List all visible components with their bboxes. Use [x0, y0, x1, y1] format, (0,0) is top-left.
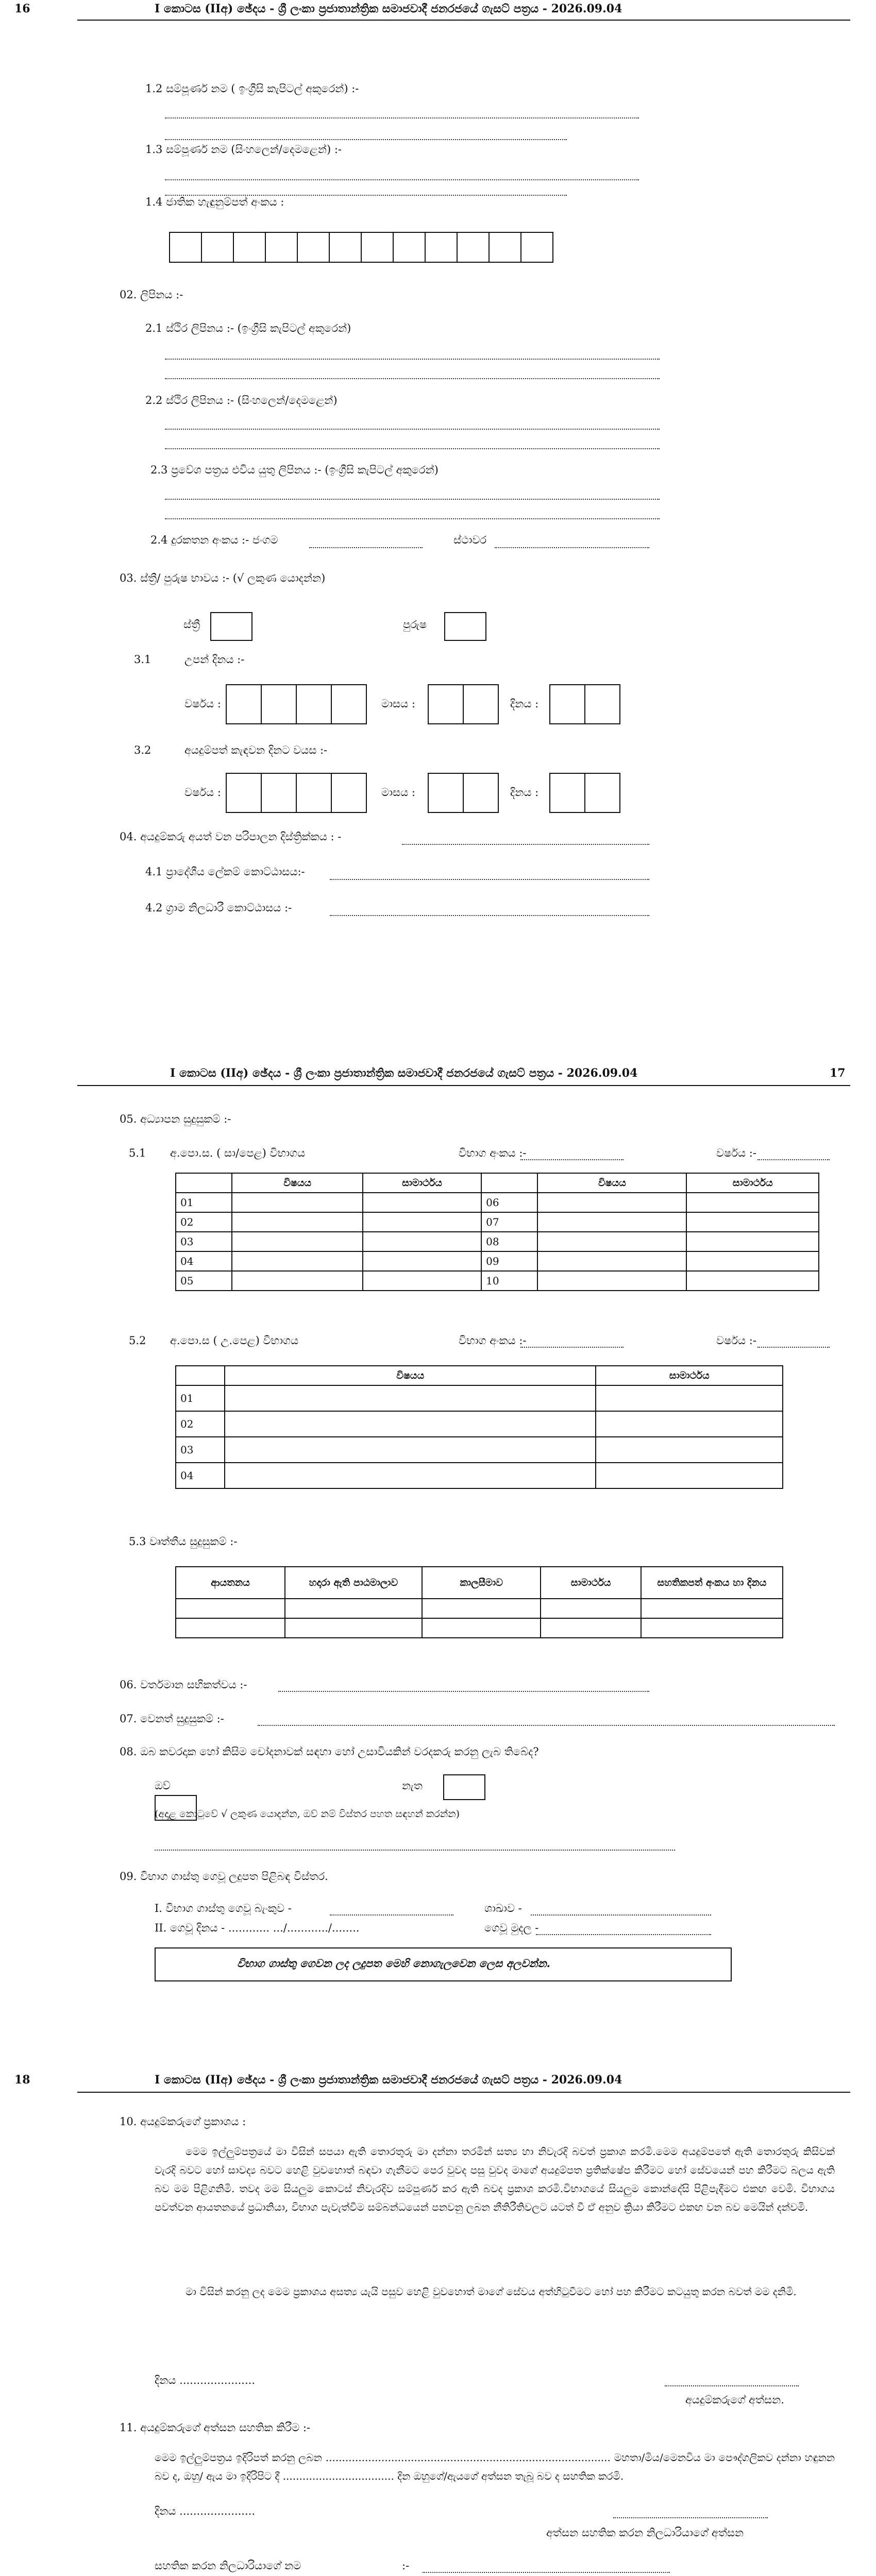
other-qualifications-line[interactable]	[258, 1725, 835, 1726]
table-header-no	[481, 1173, 537, 1193]
page-header: I කොටස (IIඅ) ඡේදය - ශ්‍රී ලංකා ප්‍රජාතාන්ත්‍රික සමාජවාදී ජනරජයේ ගැසට් පත්‍රය - 2026.09.04	[155, 2, 622, 15]
field-5-2-label: අ.පො.ස ( උ.පෙළ) විභාගය	[170, 1334, 299, 1347]
section-09-title: 09. විභාග ගාස්තු ගෙවූ ලදුපත පිළිබඳ විස්තර.	[120, 1870, 328, 1883]
row-number: 02	[176, 1411, 225, 1437]
subject-cell[interactable]	[537, 1271, 686, 1291]
grade-cell[interactable]	[363, 1232, 481, 1251]
subject-cell[interactable]	[232, 1212, 363, 1232]
female-label: ස්ත්‍රී	[183, 618, 200, 631]
section-06: 06. වර්තමාන සභිකත්වය :-	[120, 1679, 247, 1691]
subject-cell[interactable]	[232, 1232, 363, 1251]
table-row	[176, 1411, 783, 1437]
section-08: 08. ඔබ කවරදාක හෝ කිසිම චෝදනාවක් සඳහා හෝ උසාවියකින් වරදකරු කරනු ලැබ තිබේද?	[120, 1745, 539, 1758]
attesting-officer-name-line[interactable]	[423, 2572, 670, 2573]
district-line[interactable]	[402, 844, 649, 845]
male-label: පුරුෂ	[403, 618, 427, 631]
table-header-subject: විෂයය	[232, 1173, 363, 1193]
attesting-officer-name-label: සහතික කරන නිලධාරියාගේ නම	[155, 2560, 301, 2572]
al-year-label: වර්ෂය :-	[716, 1334, 756, 1347]
table-row	[176, 1232, 819, 1251]
field-2-1-line[interactable]	[165, 378, 660, 379]
grade-cell[interactable]	[363, 1212, 481, 1232]
no-checkbox[interactable]	[443, 1774, 485, 1800]
section-03-title: 03. ස්ත්‍රී/ පුරුෂ භාවය :- (√ ලකුණ යොදන්න)	[120, 572, 326, 584]
row-number: 05	[176, 1271, 232, 1291]
male-checkbox[interactable]	[444, 612, 486, 641]
field-5-3-label: 5.3 වෘත්තීය සුදුසුකම් :-	[129, 1535, 238, 1548]
ol-index-label: විභාග අංකය :-	[459, 1147, 527, 1159]
attesting-signature-label: අත්සන සහතික කරන නිලධාරියාගේ අත්සන	[546, 2527, 744, 2539]
birth-year-boxes[interactable]	[227, 684, 367, 724]
page-header: I කොටස (IIඅ) ඡේදය - ශ්‍රී ලංකා ප්‍රජාතාන්ත්‍රික සමාජවාදී ජනරජයේ ගැසට් පත්‍රය - 2026.09.04	[155, 2073, 622, 2087]
fixed-line[interactable]	[495, 547, 649, 548]
yes-label: ඔව්	[155, 1780, 171, 1792]
subject-cell[interactable]	[537, 1193, 686, 1212]
table-row	[176, 1212, 819, 1232]
grade-cell[interactable]	[596, 1411, 783, 1437]
page-18	[0, 2009, 876, 2576]
row-number: 06	[481, 1193, 537, 1212]
no-label: නැත	[402, 1780, 423, 1792]
table-row	[176, 1251, 819, 1271]
subject-cell[interactable]	[232, 1271, 363, 1291]
nic-number-boxes[interactable]	[170, 232, 553, 263]
field-3-2-num: 3.2	[134, 744, 151, 756]
applicant-signature-line[interactable]	[665, 2385, 799, 2386]
table-header-no	[176, 1173, 232, 1193]
ds-division-line[interactable]	[330, 879, 649, 880]
row-number: 02	[176, 1212, 232, 1232]
header-rule	[77, 20, 850, 21]
grade-cell[interactable]	[596, 1385, 783, 1411]
amount-label: ගෙවූ මුදල -	[484, 1922, 539, 1934]
mobile-line[interactable]	[309, 547, 423, 548]
applicant-signature-label: අයදුම්කරුගේ අත්සන.	[685, 2394, 784, 2406]
colon: :-	[402, 2560, 410, 2572]
conviction-details-line[interactable]	[155, 1850, 675, 1851]
grade-cell[interactable]	[596, 1463, 783, 1488]
grade-cell[interactable]	[363, 1193, 481, 1212]
gn-division-line[interactable]	[330, 915, 649, 916]
subject-cell[interactable]	[232, 1193, 363, 1212]
header-rule	[77, 1085, 850, 1086]
grade-cell[interactable]	[686, 1232, 819, 1251]
subject-cell[interactable]	[537, 1212, 686, 1232]
subject-cell[interactable]	[537, 1232, 686, 1251]
field-2-4-label: 2.4 දුරකතන අංකය :- ජංගම	[150, 534, 278, 546]
field-2-3-line[interactable]	[165, 518, 660, 519]
field-2-2-line[interactable]	[165, 448, 660, 449]
row-number: 04	[176, 1251, 232, 1271]
field-2-3-line[interactable]	[165, 499, 660, 500]
bank-line[interactable]	[330, 1914, 453, 1916]
row-number: 01	[176, 1193, 232, 1212]
grade-cell[interactable]	[686, 1193, 819, 1212]
header-rule	[77, 2092, 850, 2093]
age-day-boxes[interactable]	[550, 773, 620, 813]
page-number: 17	[830, 1066, 846, 1080]
ol-year-line[interactable]	[757, 1159, 830, 1160]
age-month-boxes[interactable]	[429, 773, 499, 813]
attesting-signature-line[interactable]	[613, 2517, 768, 2518]
row-number: 01	[176, 1385, 225, 1411]
al-year-line[interactable]	[757, 1347, 830, 1348]
field-3-1-num: 3.1	[134, 653, 151, 666]
table-row	[176, 1437, 783, 1463]
field-5-1-num: 5.1	[129, 1147, 146, 1159]
page-16	[0, 0, 876, 1005]
row-number: 07	[481, 1212, 537, 1232]
table-header-subject: විෂයය	[225, 1366, 596, 1385]
field-1-4-label: 1.4 ජාතික හැඳුනුම්පත් අංකය :	[145, 196, 284, 208]
prof-header: හදාරා ඇති පාඨමාලාව	[285, 1567, 422, 1599]
ol-year-label: වර්ෂය :-	[716, 1147, 756, 1159]
prof-cell[interactable]	[422, 1618, 541, 1638]
ol-results-table	[175, 1173, 819, 1291]
prof-cell[interactable]	[641, 1618, 783, 1638]
prof-cell[interactable]	[541, 1599, 641, 1618]
section-07: 07. වෙනත් සුදුසුකම් :-	[120, 1713, 224, 1725]
prof-header: කාලසීමාව	[422, 1567, 541, 1599]
table-header-subject: විෂයය	[537, 1173, 686, 1193]
month-label: මාසය :	[381, 786, 415, 799]
membership-line[interactable]	[278, 1691, 649, 1692]
day-label: දිනය :	[510, 698, 539, 710]
bank-label: I. විභාග ගාස්තු ගෙවූ බැංකුව -	[155, 1902, 292, 1914]
field-4-1-label: 4.1 ප්‍රාදේශීය ලේකම් කොට්ඨාසය:-	[145, 866, 305, 878]
branch-label: ශාඛාව -	[484, 1902, 522, 1914]
ol-index-line[interactable]	[520, 1159, 624, 1160]
subject-cell[interactable]	[232, 1251, 363, 1271]
row-number: 09	[481, 1251, 537, 1271]
section-04-title: 04. අයදුම්කරු අයත් වන පරිපාලන දිස්ත්‍රික්කය : -	[120, 831, 342, 843]
section-11-title: 11. අයදුම්කරුගේ අත්සන සහතික කිරීම :-	[120, 2421, 311, 2434]
prof-cell[interactable]	[422, 1599, 541, 1618]
attestation-paragraph: මෙම ඉල්ලුම්පත්‍රය ඉදිරිපත් කරනු ලබන ....................................................................................... මහතා/මිය/මෙනවිය මා පෞද්ගලිකව දන්නා හඳුනන බව ද, ඔහු/ ඇය මා ඉදිරිපිට දී .................................. දින ඔහුගේ/ඇයගේ අත්සන තැබූ බව ද සහතික කරමි.	[155, 2451, 835, 2482]
field-1-2-line[interactable]	[165, 117, 639, 118]
field-3-2-label: අයදුම්පත් කැඳවන දිනට වයස :-	[184, 744, 328, 756]
year-label: වර්ෂය :	[184, 698, 221, 710]
table-row	[176, 1463, 783, 1488]
field-1-2-line[interactable]	[165, 139, 567, 140]
field-2-1-line[interactable]	[165, 359, 660, 360]
section-08-note: (අදාළ කොටුවේ √ ලකුණ යොදන්න, ඔව් නම් විස්තර පහත සඳහන් කරන්න)	[155, 1808, 460, 1820]
row-number: 03	[176, 1232, 232, 1251]
prof-cell[interactable]	[176, 1599, 285, 1618]
table-row	[176, 1271, 819, 1291]
receipt-notice: විභාග ගාස්තු ගෙවන ලද ලදුපත මෙහි නොගැලවෙන ලෙස අලවන්න.	[237, 1957, 550, 1970]
declaration-paragraph-1: මෙම ඉල්ලුම්පත්‍රයේ මා විසින් සපයා ඇති තොරතුරු මා දන්නා තරමින් සත්‍ය හා නිවැරදි බවත් ප්‍රකාශ කරමි.මෙම අයදුම්පතේ ඇති තොරතුරු කිසිවක් වැරදි බවට හෝ සාවද්‍ය බවට හෙළි වුවහොත් බඳවා ගැනීමට පෙර වුවද පසු වුවද මාගේ අයදුම්පත ප්‍රතික්ෂේප කිරීමට හෝ සේවයෙන් පහ කිරීමට බලය ඇති බව මම පිළිගනිමි. තවද මම සියලුම කොටස් නිවැරදිව සම්පූර්ණ කර ඇති බවද ප්‍රකාශ කරමි.විභාගයේ සියලුම කොන්දේසි පිළිපැදීමට එකඟ වෙමි. විභාගය පවත්වන ආයතනයේ ප්‍රධානියා, විභාග පැවැත්වීම සම්බන්ධයෙන් පනවනු ලබන නීතිරීතිවලට යටත් වී ඒ අනුව ක්‍රියා කිරීමට එකඟ වන බව මෙයින් දන්වමි.	[155, 2145, 835, 2213]
prof-cell[interactable]	[541, 1618, 641, 1638]
field-2-4-fixed: ස්ථාවර	[453, 534, 487, 546]
subject-cell[interactable]	[537, 1251, 686, 1271]
row-number: 10	[481, 1271, 537, 1291]
field-5-2-num: 5.2	[129, 1334, 146, 1347]
subject-cell[interactable]	[225, 1463, 596, 1488]
female-checkbox[interactable]	[210, 612, 252, 641]
year-label: වර්ෂය :	[184, 786, 221, 799]
prof-cell[interactable]	[176, 1618, 285, 1638]
field-2-1-label: 2.1 ස්ථිර ලිපිනය :- (ඉංග්‍රීසි කැපිටල් අකුරෙන්)	[145, 322, 351, 334]
page-17	[0, 1005, 876, 2009]
field-5-1-label: අ.පො.ස. ( සා/පෙළ) විභාගය	[170, 1147, 306, 1159]
prof-header: සහතිකපත් අංකය හා දිනය	[641, 1567, 783, 1599]
al-index-line[interactable]	[520, 1347, 624, 1348]
field-4-2-label: 4.2 ග්‍රාම නිලධාරී කොට්ඨාසය :-	[145, 902, 292, 914]
prof-cell[interactable]	[641, 1599, 783, 1618]
grade-cell[interactable]	[686, 1271, 819, 1291]
birth-month-boxes[interactable]	[429, 684, 499, 724]
grade-cell[interactable]	[363, 1271, 481, 1291]
table-header-grade: සාමාර්ථය	[686, 1173, 819, 1193]
day-label: දිනය :	[510, 786, 539, 799]
al-index-label: විභාග අංකය :-	[459, 1334, 527, 1347]
attestation-date: දිනය ......................	[155, 2505, 256, 2517]
branch-line[interactable]	[531, 1914, 711, 1916]
section-10-title: 10. අයදුම්කරුගේ ප්‍රකාශය :	[120, 2115, 246, 2128]
table-header-no	[176, 1366, 225, 1385]
row-number: 04	[176, 1463, 225, 1488]
section-02-title: 02. ලිපිනය :-	[120, 289, 183, 301]
table-header-grade: සාමාර්ථය	[596, 1366, 783, 1385]
field-2-3-label: 2.3 ප්‍රවේශ පත්‍රය එවිය යුතු ලිපිනය :- (ඉංග්‍රීසි කැපිටල් අකුරෙන්)	[150, 464, 439, 476]
birth-day-boxes[interactable]	[550, 684, 620, 724]
subject-cell[interactable]	[225, 1411, 596, 1437]
subject-cell[interactable]	[225, 1385, 596, 1411]
page-header: I කොටස (IIඅ) ඡේදය - ශ්‍රී ලංකා ප්‍රජාතාන්ත්‍රික සමාජවාදී ජනරජයේ ගැසට් පත්‍රය - 2026.09.04	[170, 1066, 638, 1080]
table-row	[176, 1385, 783, 1411]
prof-cell[interactable]	[285, 1599, 422, 1618]
row-number: 08	[481, 1232, 537, 1251]
page-number: 16	[14, 2, 30, 15]
page-number: 18	[14, 2073, 30, 2087]
month-label: මාසය :	[381, 698, 415, 710]
declaration-paragraph-2: මා විසින් කරනු ලද මෙම ප්‍රකාශය අසත්‍ය යැයි පසුව හෙළි වුවහොත් මාගේ සේවය අත්හිටුවීමට හෝ පහ කිරීමට කටයුතු කරන බවත් මම දනිමි.	[186, 2285, 797, 2298]
applicant-date: දිනය ......................	[155, 2374, 256, 2386]
prof-header: ආයතනය	[176, 1567, 285, 1599]
professional-qualifications-table	[175, 1566, 783, 1638]
section-05-title: 05. අධ්‍යාපන සුදුසුකම් :-	[120, 1113, 231, 1125]
table-row	[176, 1618, 783, 1638]
prof-cell[interactable]	[285, 1618, 422, 1638]
table-row	[176, 1599, 783, 1618]
field-1-2-label: 1.2 සම්පූර්ණ නම ( ඉංග්‍රීසි කැපිටල් අකුරෙන්) :-	[145, 82, 359, 95]
paid-date-label: II. ගෙවූ දිනය - ............ .../............/........	[155, 1922, 360, 1934]
field-1-3-line[interactable]	[165, 179, 639, 180]
field-3-1-label: උපන් දිනය :-	[184, 653, 245, 666]
field-2-2-line[interactable]	[165, 429, 660, 430]
subject-cell[interactable]	[225, 1437, 596, 1463]
field-2-2-label: 2.2 ස්ථිර ලිපිනය :- (සිංහලෙන්/දෙමළෙන්)	[145, 394, 338, 406]
field-1-3-label: 1.3 සම්පූර්ණ නම (සිංහලෙන්/දෙමළෙන්) :-	[145, 143, 342, 156]
amount-line[interactable]	[536, 1934, 711, 1935]
row-number: 03	[176, 1437, 225, 1463]
table-row	[176, 1193, 819, 1212]
grade-cell[interactable]	[363, 1251, 481, 1271]
table-header-grade: සාමාර්ථය	[363, 1173, 481, 1193]
grade-cell[interactable]	[686, 1251, 819, 1271]
age-year-boxes[interactable]	[227, 773, 367, 813]
grade-cell[interactable]	[686, 1212, 819, 1232]
prof-header: සාමාර්ථය	[541, 1567, 641, 1599]
grade-cell[interactable]	[596, 1437, 783, 1463]
al-results-table	[175, 1365, 783, 1489]
